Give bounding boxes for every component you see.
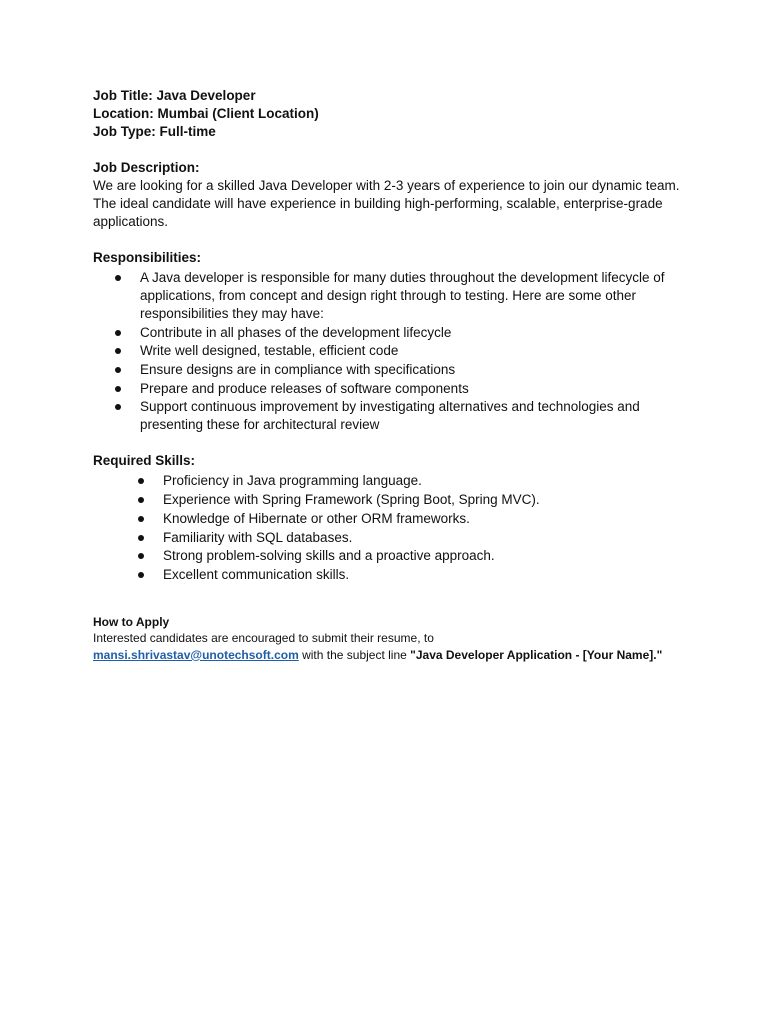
bullet-icon [115,330,121,336]
responsibilities-heading: Responsibilities: [93,250,202,265]
list-item-text: Knowledge of Hibernate or other ORM frameworks. [163,510,470,526]
list-item [93,361,683,379]
email-link[interactable]: mansi.shrivastav@unotechsoft.com [93,647,299,662]
list-item-text: Prepare and produce releases of software components [140,380,469,396]
list-item [93,324,683,342]
bullet-icon [115,386,121,392]
apply-intro: Interested candidates are encouraged to submit their resume, to [93,630,434,645]
list-item-text: Strong problem-solving skills and a proactive approach. [163,548,495,564]
job-type: Job Type: Full-time [93,124,216,139]
list-item-text: Excellent communication skills. [163,566,350,582]
apply-subject-line: "Java Developer Application - [Your Name]." [410,647,663,662]
description-text: We are looking for a skilled Java Developer with 2-3 years of experience to join our dynamic team. The ideal candidate will have experience in building high-performing, scalable, enterprise-grade applications. [93,178,680,229]
bullet-icon [115,348,121,354]
list-item [93,472,683,490]
list-item [93,491,683,509]
skills-heading: Required Skills: [93,453,196,469]
job-header [93,87,683,141]
bullet-icon [138,478,144,484]
bullet-icon [138,535,144,541]
list-item [93,547,683,565]
list-item-text: Familiarity with SQL databases. [163,529,353,545]
list-item-text: Write well designed, testable, efficient code [140,343,399,359]
apply-subject-prefix: with the subject line [298,647,411,662]
bullet-icon [138,497,144,503]
list-item-text: Proficiency in Java programming language. [163,473,422,489]
job-title: Job Title: Java Developer [93,88,256,103]
bullet-icon [138,553,144,559]
bullet-icon [115,404,121,410]
list-item [93,398,683,434]
bullet-icon [115,367,121,373]
document-page [93,87,683,664]
list-item-text: Contribute in all phases of the development lifecycle [140,324,452,340]
how-to-apply-section [93,614,683,664]
list-item [93,566,683,584]
list-item [93,269,683,323]
list-item [93,510,683,528]
bullet-icon [115,275,121,281]
list-item-text: Support continuous improvement by investigating alternatives and technologies and presenting these for architectural review [140,399,640,433]
list-item-text: Ensure designs are in compliance with specifications [140,362,456,378]
list-item-text: Experience with Spring Framework (Spring Boot, Spring MVC). [163,492,540,508]
responsibilities-list [93,269,683,434]
bullet-icon [138,572,144,578]
skills-list [93,472,683,583]
skills-section [93,452,683,583]
apply-paragraph [93,630,683,664]
list-item-text: A Java developer is responsible for many duties throughout the development lifecycle of applications, from concept and design right through to testing. Here are some other responsibilities they may have: [140,270,665,321]
bullet-icon [138,516,144,522]
list-item [93,380,683,398]
description-heading: Job Description: [93,160,200,175]
list-item [93,342,683,360]
responsibilities-section [93,249,683,434]
apply-heading: How to Apply [93,614,170,629]
job-location: Location: Mumbai (Client Location) [93,106,319,121]
list-item [93,529,683,547]
job-description [93,159,683,231]
